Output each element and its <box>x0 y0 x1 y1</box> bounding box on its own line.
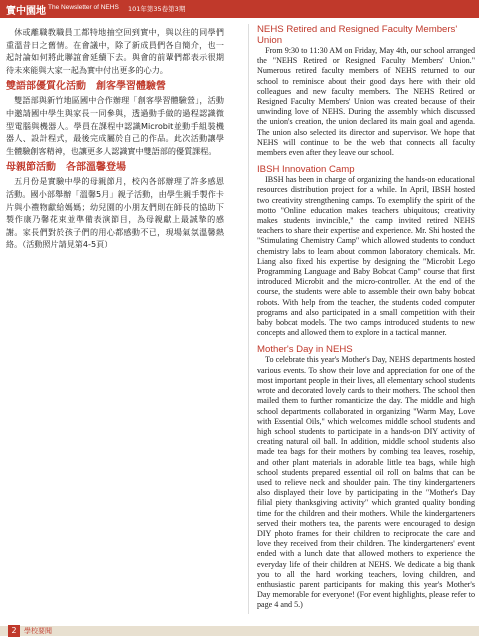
ibsh-body: IBSH has been in charge of organizing the hands-on educational resources distribution project for a while. In April, IBSH hosted two creativity strengthening camps. To exemplify the spirit of the motto "Online education makes teachers ubiquitous; creativity makes students invincible," the camp invited retired NEHS teachers to share their expertise and experience. Mr. Shi hosted the "Stimulating Chemistry Camp" which allowed students to conduct chemistry labs to learn about common laboratory chemicals. Mr. Liang also fixed his expertise by designing the "Microbit Lego Programming Language and Baby Bobcat Camp" course that first introduced Microbit and the micro-controller. At the end of the course, the students were able to assemble their own baby bobcat robots. With help from the teacher, the students coded computer programs and also participated in a small competition with their baby bobcat models. The two camps introduced students to new concepts and allowed them to explore in a tactical manner. <box>257 175 475 338</box>
page-footer <box>0 622 479 640</box>
footer-bar <box>0 626 479 636</box>
page-header <box>0 0 479 18</box>
section-title-mothers-day: Mother's Day in NEHS <box>257 344 353 356</box>
issue-number: 101年第35卷第3期 <box>128 5 186 13</box>
chinese-column <box>6 26 224 251</box>
union-intro-zh: 休或離職教職員工都特地抽空回到實中，與以往的同學們重溫昔日之舊情。在會議中，除了新成員們各自簡介，也一起討論如何將此聯誼會延續下去。與會的前輩們都表示很期待未來能與大家一起為實中付出更多的心力。 <box>6 27 224 75</box>
section-title-creative-camp: 雙語部優質化活動 創客學習體驗營 <box>6 81 166 93</box>
page-number: 2 <box>8 625 20 637</box>
union-body: From 9:30 to 11:30 AM on Friday, May 4th, our school arranged the "NEHS Retired or Resigned Faculty Members' Union." Numerous retired faculty members of NEHS returned to our school to reminisce about their good days here with their old colleagues and new faculty members. The NEHS Retired or Resigned Faculty Members' Union was created because of their unwinding love of NEHS. During the assembly which discussed the union's creation, the union declared its main goal and agenda. The union also selected its director and supervisor. We hope that NEHS will continue to be the web that connects all faculty members even after they leave our school. <box>257 46 475 158</box>
creative-camp-body-zh: 雙語部與新竹地區國中合作辦理「創客學習體驗營」，活動中邀請國中學生與家長一同參與，透過動手做的過程認識微型電腦與機器人。學員在課程中認識Microbit並動手組裝機器人、設計程式，最後完成屬於自己的作品。此次活動讓學生體驗創客精神，也讓更多人認識實中雙語部的優質課程。 <box>6 95 224 156</box>
newsletter-name: The Newsletter of NEHS <box>48 4 119 11</box>
column-divider <box>248 24 249 614</box>
section-title-union: NEHS Retired and Resigned Faculty Members' Union <box>257 24 458 46</box>
brand-title: 實中園地 <box>6 6 46 17</box>
section-title-mothers-day-zh: 母親節活動 各部溫馨登場 <box>6 162 126 174</box>
section-label: 學校要聞 <box>24 627 52 635</box>
english-column <box>257 24 475 611</box>
mothers-day-body: To celebrate this year's Mother's Day, NEHS departments hosted various events. To show their love and appreciation for one of the most important people in their lives, all elementary school students wrote and decorated lovely cards to their mothers. The school then mailed them to further romanticize the day. The middle and high school departments collaborated in organizing "Warm May, Love with Essential Oils," which welcomes middle school students and high school students to participate in a hands-on DIY activity of creating natural oil ball. In addition, middle school students also made tea bags for their mothers by combing tea leaves, rosehip, and other plant materials in adorable little tea bags, while high school students prepared essential oil roll on balms that can be used to relieve neck and shoulder pain. The tiny kindergarteners also displayed their love by participating in the "Mother's Day filial piety thanksgiving activity" which granted quality bonding time for the children and their mothers. While the kindergarteners served their mothers tea, the parents were encouraged to design DIY photo frames for their children to reciprocate the care and love they received from their children. The kindergarteners' event ended with a lunch date that allowed mothers to experience the everyday life of their children at NEHS. We dedicate a big thank you to all the hard working teachers, loving children, and enthusiastic parent participants for making this year's Mother's Day memorable for everyone! (For event highlights, please refer to page 4 and 5.) <box>257 355 475 610</box>
section-title-ibsh: IBSH Innovation Camp <box>257 164 355 176</box>
mothers-day-body-zh: 五月份是實驗中學的母親節月，校內各部辦理了許多感恩活動。國小部舉辦「溫馨5月」親子活動，由學生親手製作卡片與小禮物獻給媽媽；幼兒園的小朋友們則在師長的協助下製作康乃馨花束並準備表演節目，為母親獻上最誠摯的感謝。家長們對於孩子們的用心都感動不已，現場氣氛溫馨熱絡。（活動照片請見第4-5頁） <box>6 176 224 250</box>
